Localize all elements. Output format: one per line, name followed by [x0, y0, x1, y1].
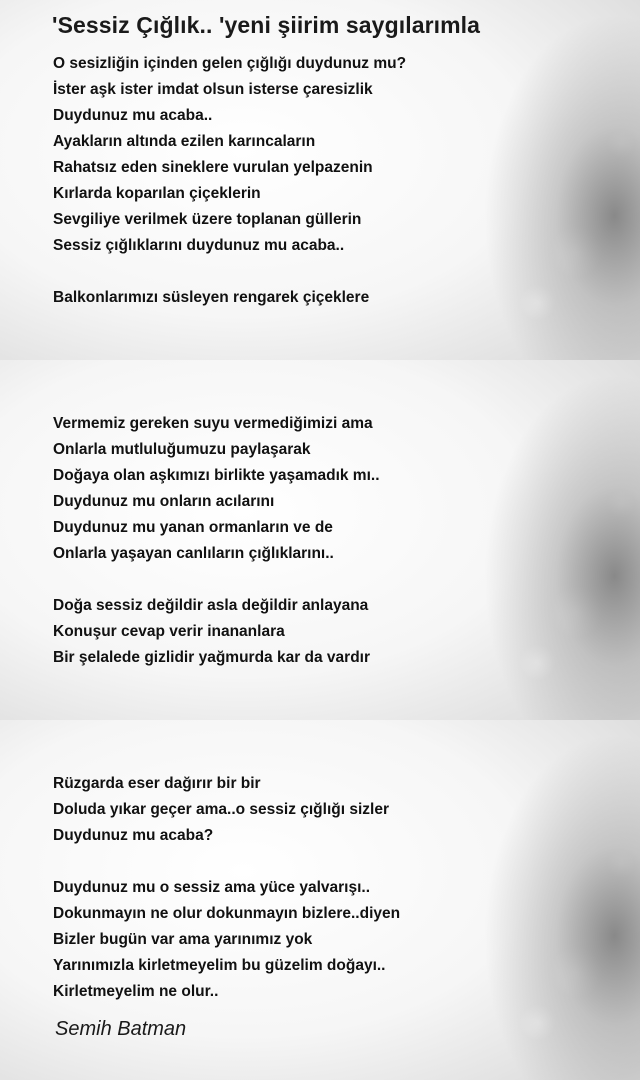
poem-title: 'Sessiz Çığlık.. 'yeni şiirim saygılarımla: [52, 12, 481, 38]
stanza-list: [53, 593, 370, 671]
poem-line: Duydunuz mu yanan ormanların ve de: [53, 519, 333, 536]
poem-line: Kirletmeyelim ne olur..: [53, 983, 219, 1000]
stanza-list: [53, 411, 380, 567]
stanza-list: [53, 875, 400, 1005]
poem-line: Duydunuz mu acaba?: [53, 827, 214, 844]
poem-line: O sesizliğin içinden gelen çığlığı duydunuz mu?: [53, 55, 407, 72]
stanza-list: [53, 285, 369, 311]
author-signature: Semih Batman: [55, 1018, 187, 1040]
poem-line: Doğaya olan aşkımızı birlikte yaşamadık mı..: [53, 467, 380, 484]
poem-line: Duydunuz mu acaba..: [53, 107, 213, 124]
poem-line: Bizler bugün var ama yarınımız yok: [53, 931, 313, 948]
poem-line: Sessiz çığlıklarını duydunuz mu acaba..: [53, 237, 345, 254]
stanza-list: [53, 51, 406, 259]
poem-line: Sevgiliye verilmek üzere toplanan güllerin: [53, 211, 362, 228]
poem-line: Duydunuz mu onların acılarını: [53, 493, 275, 510]
poem-line: Duydunuz mu o sessiz ama yüce yalvarışı..: [53, 879, 371, 896]
poem-line: Dokunmayın ne olur dokunmayın bizlere..diyen: [53, 905, 401, 922]
poem-line: Yarınımızla kirletmeyelim bu güzelim doğayı..: [53, 957, 386, 974]
poem-line: Bir şelalede gizlidir yağmurda kar da vardır: [53, 649, 371, 666]
poem-line: Kırlarda koparılan çiçeklerin: [53, 185, 261, 202]
poem-line: Onlarla yaşayan canlıların çığlıklarını..: [53, 545, 334, 562]
poem-panel-2: [0, 360, 640, 720]
poem-line: Balkonlarımızı süsleyen rengarek çiçeklere: [53, 289, 370, 306]
poem-line: Konuşur cevap verir inananlara: [53, 623, 285, 640]
poem-line: Ayakların altında ezilen karıncaların: [53, 133, 316, 150]
poem-panel-1: [0, 0, 640, 360]
poem-line: Rahatsız eden sineklere vurulan yelpazenin: [53, 159, 373, 176]
poem-line: Vermemiz gereken suyu vermediğimizi ama: [53, 415, 373, 432]
poem-line: Rüzgarda eser dağırır bir bir: [53, 775, 261, 792]
poem-panel-3: [0, 720, 640, 1080]
poem-line: Doluda yıkar geçer ama..o sessiz çığlığı sizler: [53, 801, 389, 818]
stanza-list: [53, 771, 389, 849]
poem-line: Doğa sessiz değildir asla değildir anlayana: [53, 597, 369, 614]
poem-line: İster aşk ister imdat olsun isterse çaresizlik: [53, 81, 373, 98]
poem-line: Onlarla mutluluğumuzu paylaşarak: [53, 441, 311, 458]
